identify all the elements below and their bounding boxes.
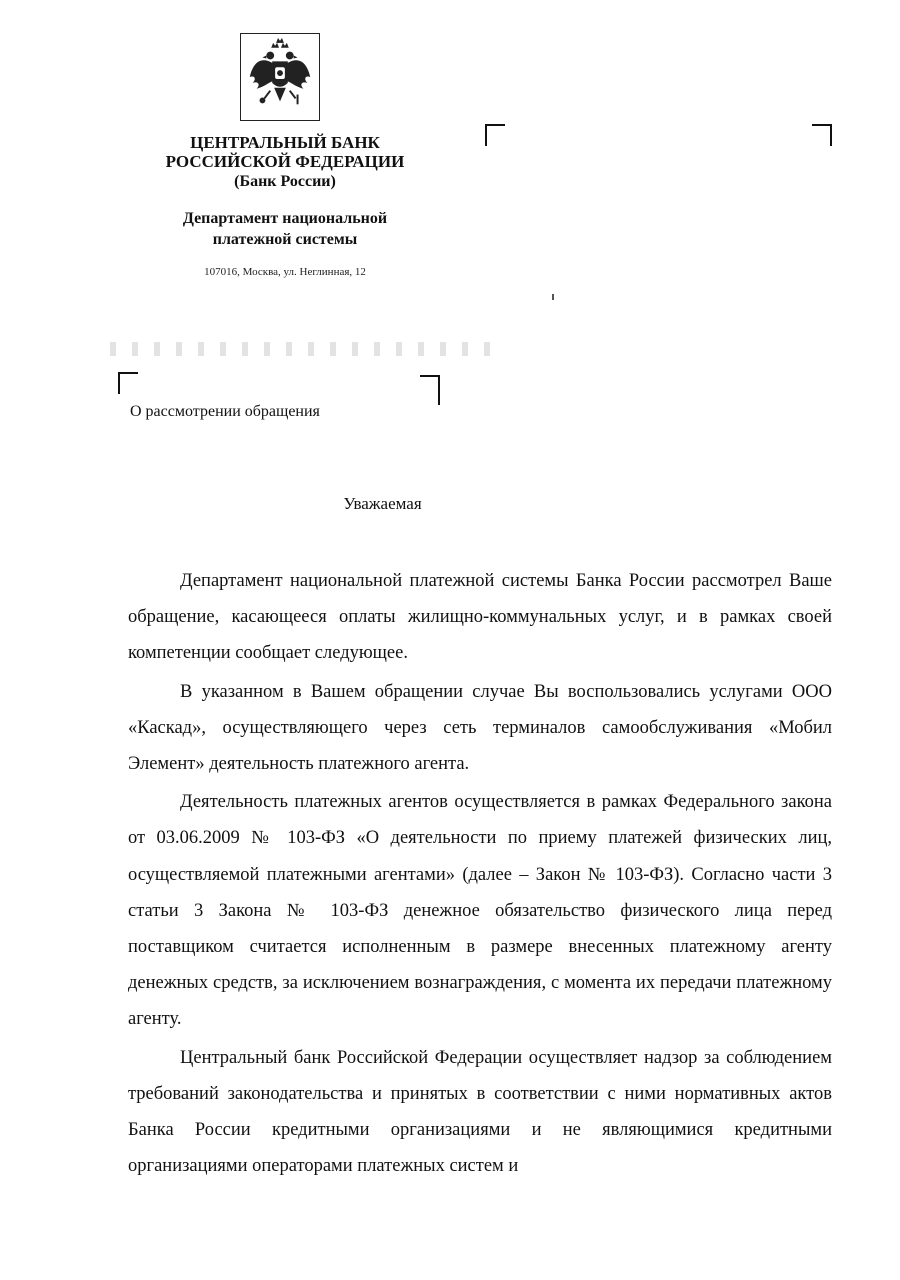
body-paragraph: Деятельность платежных агентов осуществляется в рамках Федерального закона от 03.06.2009 № 103-ФЗ «О деятельности по приему платежей физических лиц, осуществляемой платежными агентами» (далее – Закон № 103-ФЗ). Согласно части 3 статьи 3 Закона № 103-ФЗ денежное обязательство физического лица перед поставщиком считается исполненным в размере внесенных платежному агенту денежных средств, за исключением вознаграждения, с момента их передачи платежному агенту. (128, 792, 832, 1030)
body-paragraph: Департамент национальной платежной системы Банка России рассмотрел Ваше обращение, касающееся оплаты жилищно-коммунальных услуг, и в рамках своей компетенции сообщает следующее. (128, 571, 832, 664)
bank-name-line-2: РОССИЙСКОЙ ФЕДЕРАЦИИ (165, 152, 405, 171)
addressee-corner-top-left (485, 124, 505, 146)
subject-corner-top-left (118, 372, 138, 394)
bank-name-line-1: ЦЕНТРАЛЬНЫЙ БАНК (190, 133, 380, 152)
body-paragraph: В указанном в Вашем обращении случае Вы воспользовались услугами ООО «Каскад», осуществляющего через сеть терминалов самообслуживания «Мобил Элемент» деятельность платежного агента. (128, 681, 832, 775)
bank-address: 107016, Москва, ул. Неглинная, 12 (204, 266, 366, 278)
subject-corner-top-right (420, 375, 440, 405)
letter-greeting: Уважаемая (343, 494, 422, 513)
addressee-corner-top-right (812, 124, 832, 146)
faded-registration-number (110, 342, 490, 356)
department-name-line-1: Департамент национальной (182, 210, 388, 227)
letter-subject: О рассмотрении обращения (130, 403, 320, 420)
double-headed-eagle-icon (241, 34, 319, 120)
department-name-line-2: платежной системы (212, 231, 358, 248)
coat-of-arms-emblem (240, 33, 320, 121)
body-paragraph: Центральный банк Российской Федерации осуществляет надзор за соблюдением требований законодательства и принятых в соответствии с ними нормативных актов Банка России кредитными организациями и не являющимися кредитными организациями операторами платежных систем и (128, 1047, 832, 1177)
bank-short-name: (Банк России) (234, 173, 336, 190)
letter-body (128, 563, 832, 1186)
scan-speck (552, 294, 554, 300)
